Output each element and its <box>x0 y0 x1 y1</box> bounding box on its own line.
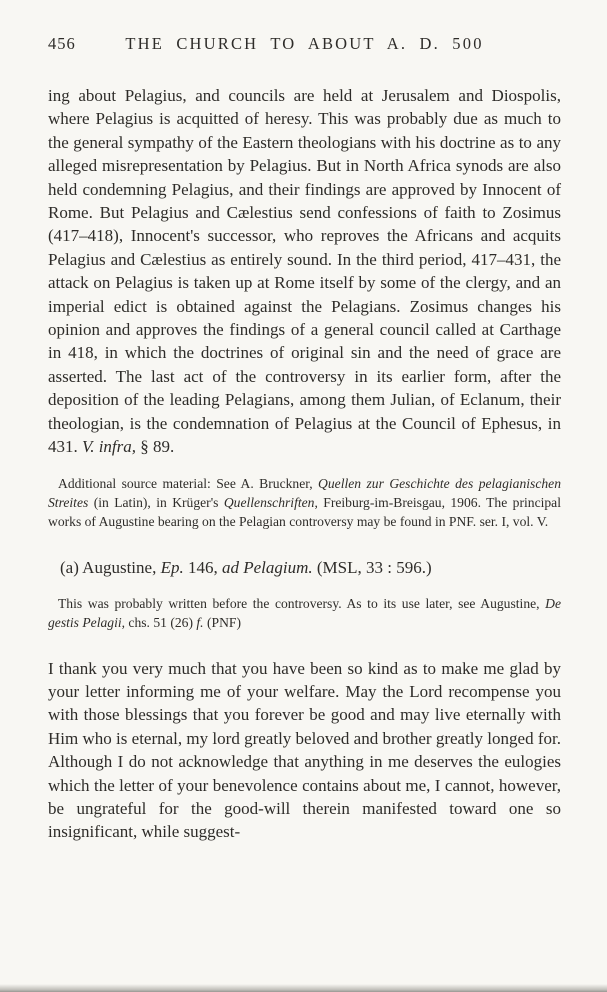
note-italic-segment: f. <box>196 614 204 630</box>
source-note-paragraph <box>48 474 561 531</box>
editorial-note-paragraph <box>48 594 561 632</box>
reference-tail: § 89. <box>136 437 175 457</box>
source-note-text-segment: (in Latin), in Krüger's <box>88 494 224 510</box>
running-title: THE CHURCH TO ABOUT A. D. 500 <box>125 34 484 53</box>
note-text-segment: , chs. 51 (26) <box>121 614 197 630</box>
source-note-title-italic: Quellen zur Geschichte des pelagianischen Streites <box>48 475 561 510</box>
source-note-title-italic: Quellenschriften <box>223 494 315 510</box>
paragraph-text-segment: ing about Pelagius, and councils are held at Jerusalem and Diospolis, where Pelagius is acquitted of heresy. This was probably due as much to the general sympathy of the Eastern theologians with his doctrine as to any alleged misrepresentation by Pelagius. But in North Africa synods are also held condemning Pelagius, and their findings are approved by Innocent of Rome. But Pelagius and Cælestius send confessions of faith to Zosimus (417–418), Innocent's successor, who reproves the Africans and acquits Pelagius and Cælestius as entirely sound. In the third period, 417–431, the attack on Pelagius is taken up at Rome itself by some of the clergy, and an imperial edict is obtained against the Pelagians. Zosimus changes his opinion and approves the findings of a general council called at Carthage in 418, in which the doctrines of original sin and the need of grace are asserted. The last act of the controversy in its earlier form, after the deposition of the leading Pelagians, among them Julian, of Eclanum, their theologian, is the condemnation of Pelagius at the Council of Ephesus, in 431. <box>48 86 561 457</box>
letter-text-segment: I thank you very much that you have been so kind as to make me glad by your letter informing me of your welfare. May the Lord recompense you with those blessings that you forever be good and may live eternally with Him who is eternal, my lord greatly beloved and brother greatly longed for. Although I do not acknowledge that anything in me deserves the eulogies which the letter of your benevolence contains about me, I cannot, however, be ungrateful for the good-will therein manifested toward one so insignificant, while suggest- <box>48 658 561 842</box>
page-number: 456 <box>48 34 76 53</box>
heading-italic-segment: ad Pelagium. <box>221 557 313 577</box>
note-text-segment: (PNF) <box>203 614 241 630</box>
note-text-segment: This was probably written before the controversy. As to its use later, see Augustine, <box>58 595 546 611</box>
heading-italic-segment: Ep. <box>160 557 184 577</box>
page-header <box>48 34 561 58</box>
paragraph-pelagius-controversy <box>48 84 561 459</box>
page-edge-shadow <box>0 984 607 992</box>
source-note-text-segment: Additional source material: See A. Bruckner, <box>58 475 319 491</box>
reference-italic: V. infra, <box>82 437 137 457</box>
heading-text-segment: 146, <box>183 557 222 577</box>
heading-citation: (MSL, 33 : 596.) <box>312 557 432 577</box>
paragraph-letter-opening <box>48 657 561 844</box>
section-heading-augustine-ep146 <box>48 556 561 579</box>
heading-text-segment: (a) Augustine, <box>60 557 161 577</box>
note-title-italic: De gestis Pelagii <box>48 595 561 630</box>
source-note-text-segment: , Freiburg-im-Breisgau, 1906. The principal works of Augustine bearing on the Pelagian controversy may be found in PNF. ser. I, vol. V. <box>48 494 561 529</box>
